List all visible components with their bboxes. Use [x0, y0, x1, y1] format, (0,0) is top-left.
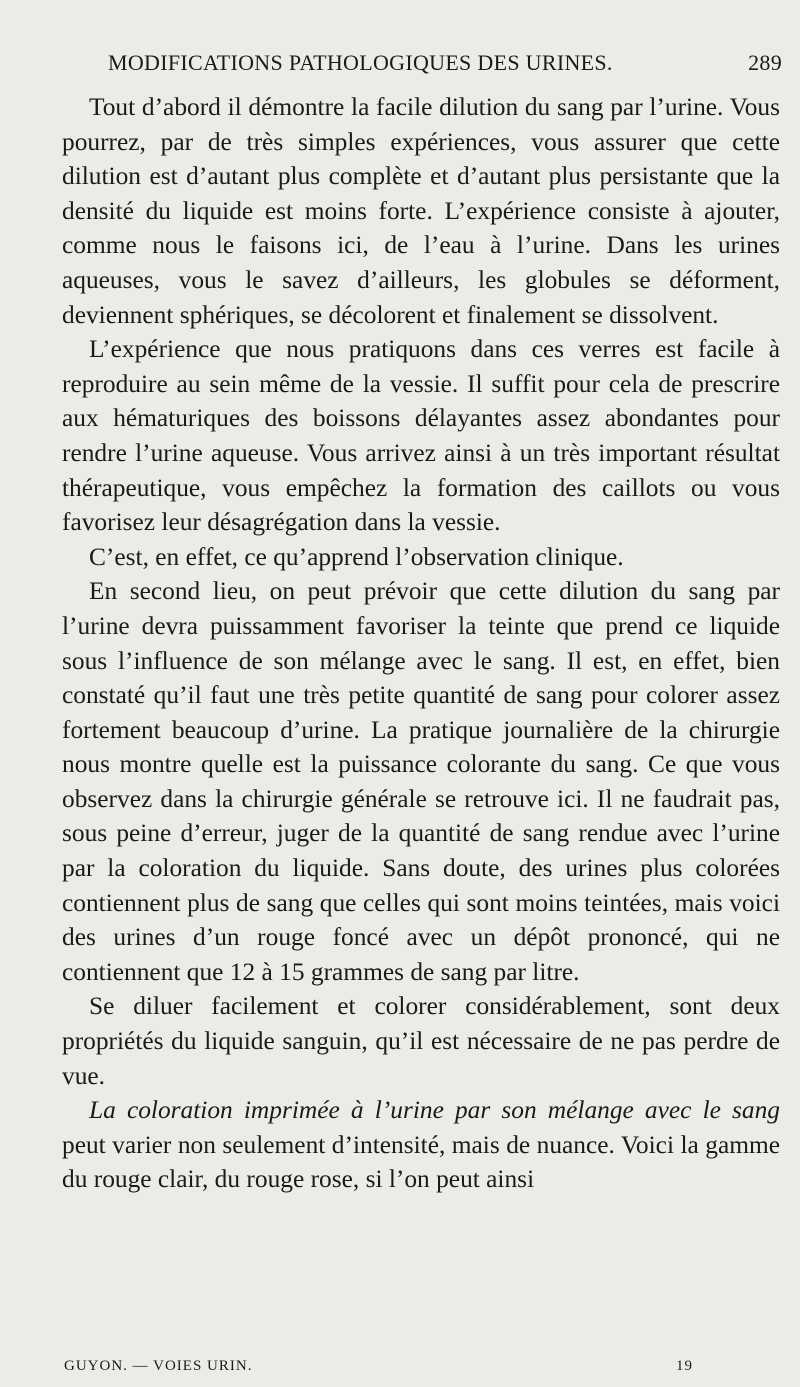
paragraph: Tout d’abord il démontre la facile dilution du sang par l’urine. Vous pourrez, par de très simples expériences, vous assurer que cette dilution est d’autant plus complète et d’autant plus persistante que la densité du liquide est moins forte. L’expérience consiste à ajouter, comme nous le faisons ici, de l’eau à l’urine. Dans les urines aqueuses, vous le savez d’ailleurs, les globules se déforment, deviennent sphériques, se décolorent et finalement se dissolvent.	[62, 93, 780, 329]
page-header	[62, 50, 782, 80]
paragraph: C’est, en effet, ce qu’apprend l’observation clinique.	[89, 542, 624, 571]
paragraph-last	[62, 1093, 780, 1197]
signature-text: GUYON. — VOIES URIN.	[64, 1358, 253, 1374]
paragraph-continuation: peut varier non seulement d’intensité, mais de nuance. Voici la gamme du rouge clair, du rouge rose, si l’on peut ainsi	[62, 1130, 780, 1194]
paragraph: Se diluer facilement et colorer considérablement, sont deux propriétés du liquide sanguin, qu’il est nécessaire de ne pas perdre de vue.	[62, 992, 780, 1090]
running-title: MODIFICATIONS PATHOLOGIQUES DES URINES.	[108, 50, 613, 75]
body-text	[62, 90, 780, 1197]
page-number: 289	[748, 50, 782, 75]
paragraph: L’expérience que nous pratiquons dans ces verres est facile à reproduire au sein même de la vessie. Il suffit pour cela de prescrire aux hématuriques des boissons délayantes assez abondantes pour rendre l’urine aqueuse. Vous arrivez ainsi à un très important résultat thérapeutique, vous empêchez la formation des caillots ou vous favorisez leur désagrégation dans la vessie.	[62, 335, 780, 537]
signature-number: 19	[676, 1358, 693, 1374]
italic-phrase: La coloration imprimée à l’urine par son mélange avec le sang	[89, 1096, 780, 1125]
paragraph: En second lieu, on peut prévoir que cette dilution du sang par l’urine devra puissamment favoriser la teinte que prend ce liquide sous l’influence de son mélange avec le sang. Il est, en effet, bien constaté qu’il faut une très petite quantité de sang pour colorer assez fortement beaucoup d’urine. La pratique journalière de la chirurgie nous montre quelle est la puissance colorante du sang. Ce que vous observez dans la chirurgie générale se retrouve ici. Il ne faudrait pas, sous peine d’erreur, juger de la quantité de sang rendue avec l’urine par la coloration du liquide. Sans doute, des urines plus colorées contiennent plus de sang que celles qui sont moins teintées, mais voici des urines d’un rouge foncé avec un dépôt prononcé, qui ne contiennent que 12 à 15 grammes de sang par litre.	[62, 577, 780, 986]
